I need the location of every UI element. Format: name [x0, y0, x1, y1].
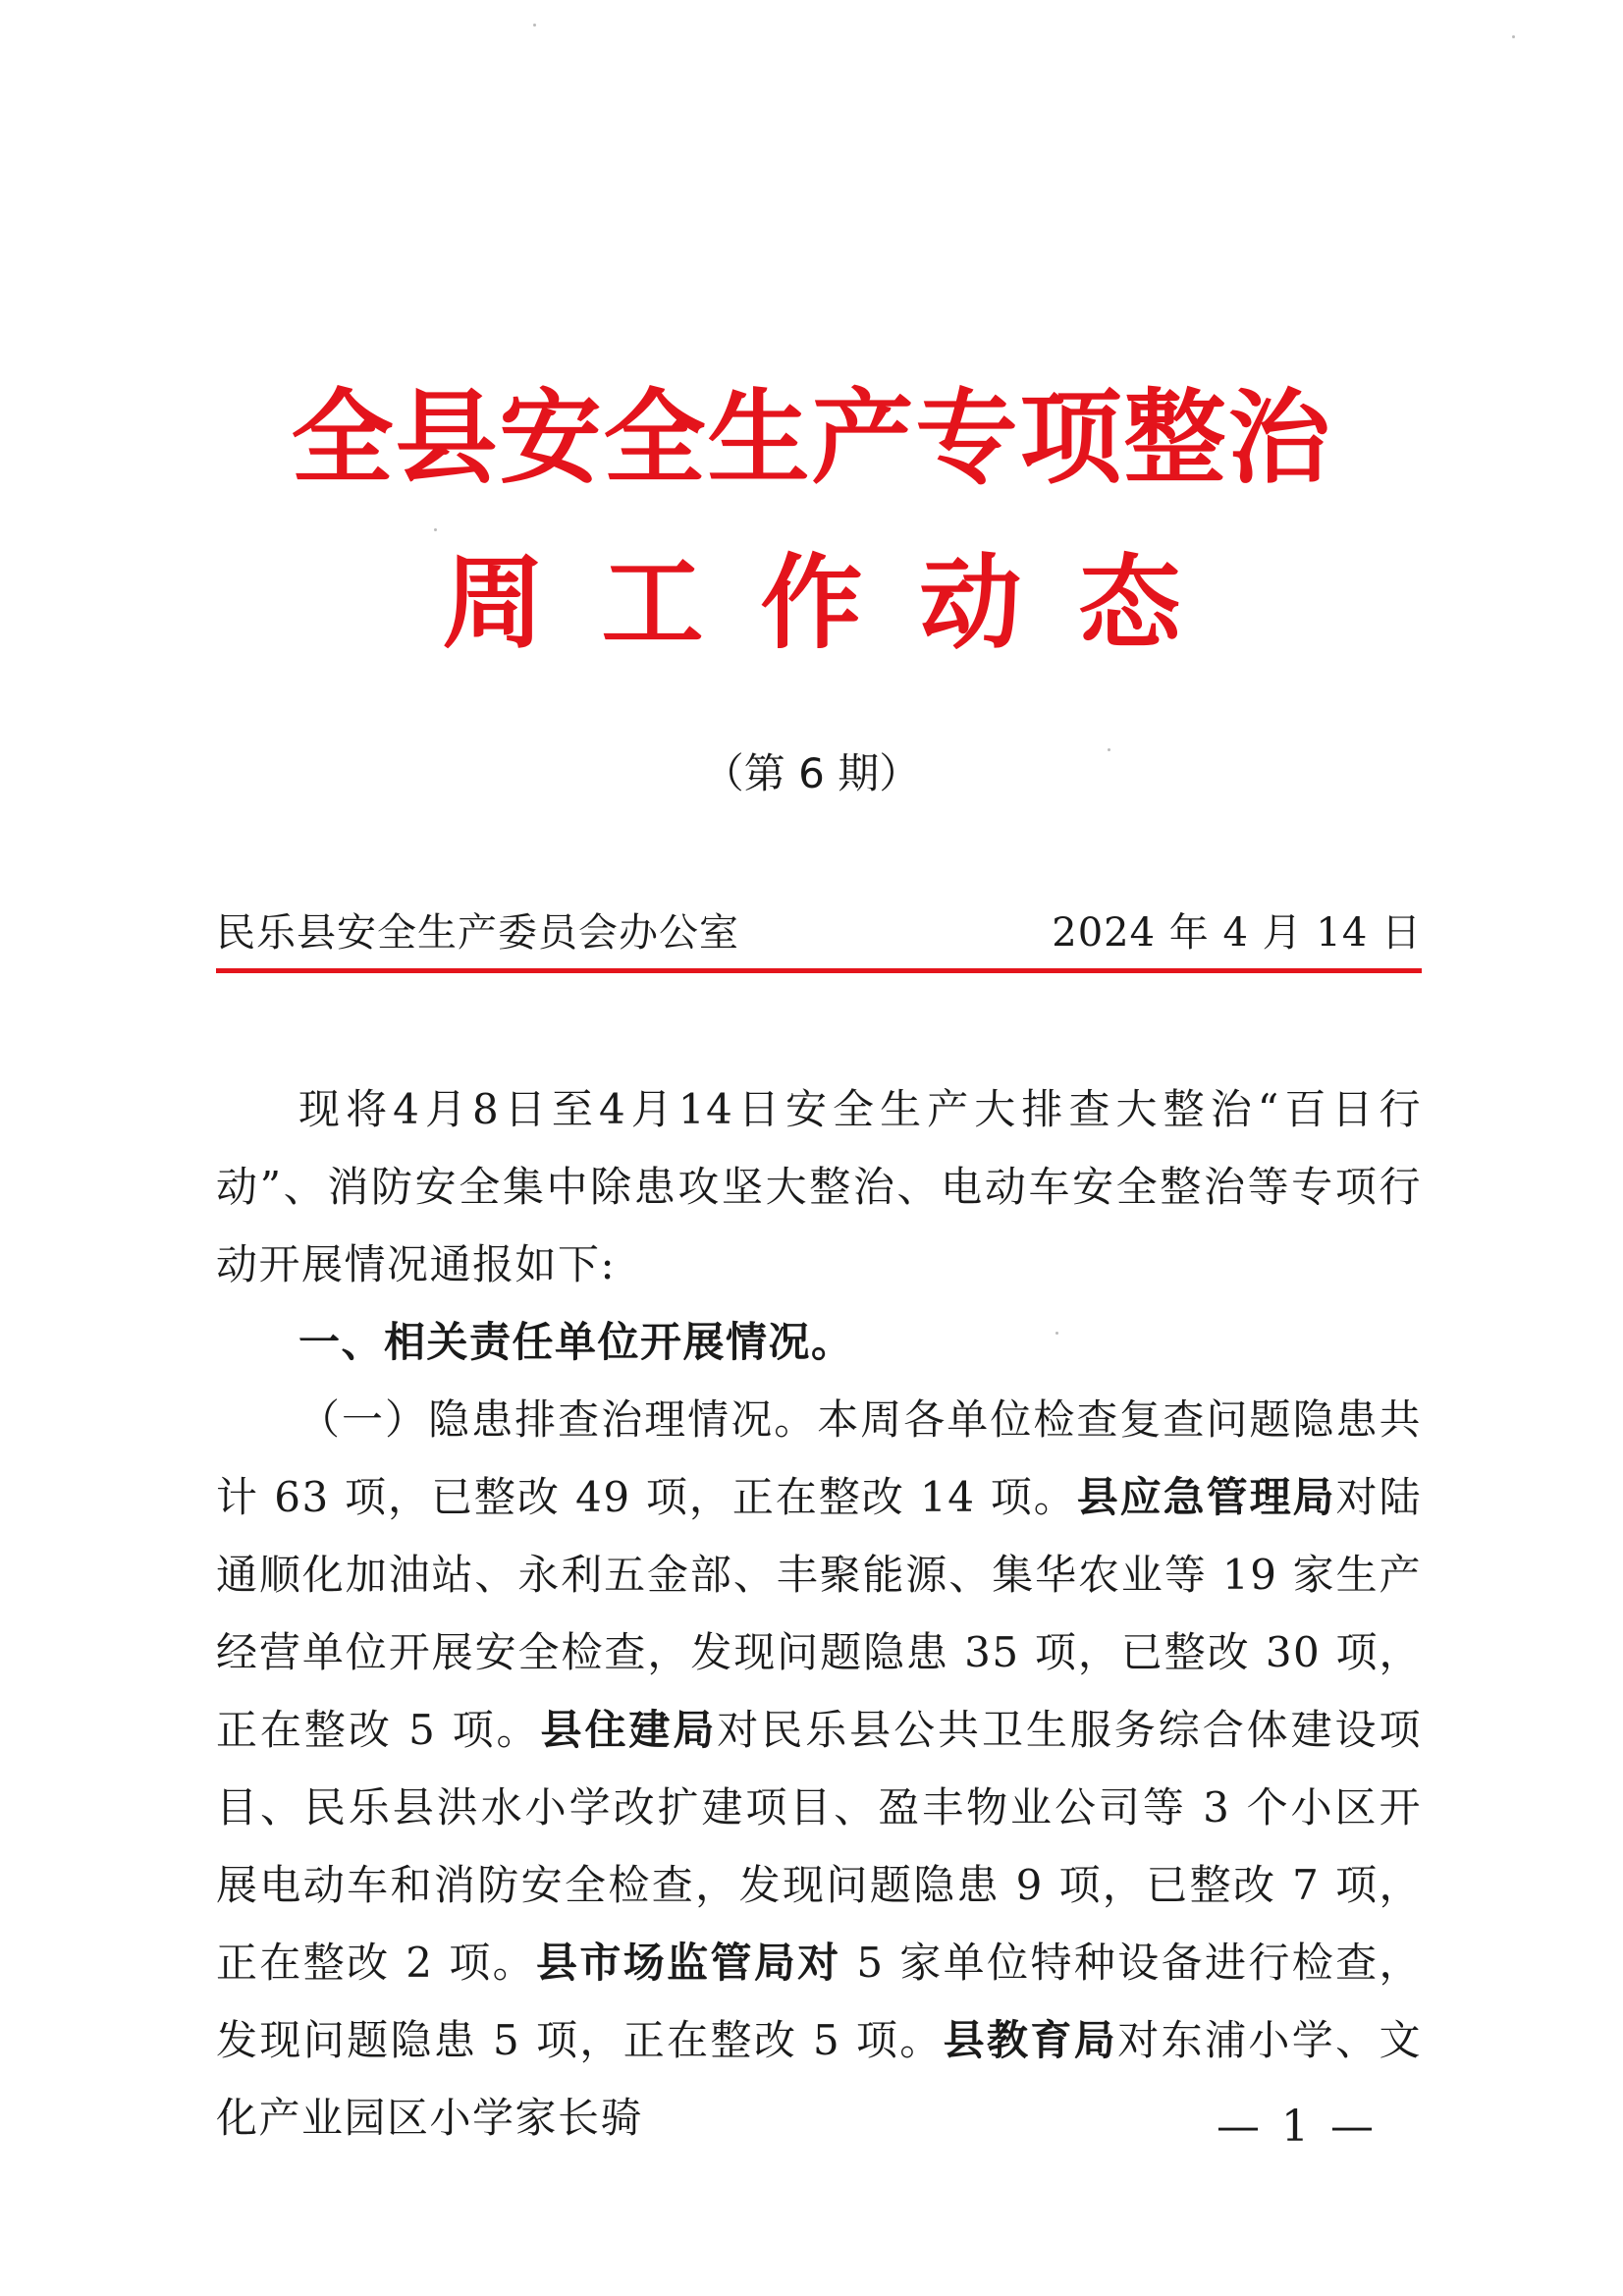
section-heading: 一、相关责任单位开展情况。	[298, 1318, 854, 1366]
paragraph-text: 对东浦小学、文化产业园区小学家长骑	[216, 2016, 1422, 2142]
paragraph-lead: （一）隐患排查治理情况。本周各单位检查复查问题隐患共计 63 项，已整改 49 项，正在整改 14 项。	[216, 1395, 1422, 1521]
paragraph-text: 5 家单位特种设备进行检查，发现问题隐患 5 项，正在整改 5 项。	[216, 1939, 1422, 2064]
red-separator-line	[216, 968, 1422, 973]
document-body	[216, 1070, 1422, 2157]
document-title-line1: 全县安全生产专项整治	[291, 378, 1332, 498]
scan-speck	[1512, 35, 1515, 38]
scan-speck	[533, 24, 536, 27]
issue-date: 2024 年 4 月 14 日	[1052, 910, 1422, 956]
org-emergency-bureau: 县应急管理局	[1076, 1473, 1336, 1521]
issuer-name: 民乐县安全生产委员会办公室	[216, 910, 739, 956]
hazard-paragraph	[216, 1381, 1422, 2157]
page-number: — 1 —	[1217, 2102, 1378, 2152]
paragraph-text: 对民乐县公共卫生服务综合体建设项目、民乐县洪水小学改扩建项目、盈丰物业公司等 3 个小区开展电动车和消防安全检查，发现问题隐患 9 项，已整改 7 项，正在整改 2 项。	[216, 1706, 1422, 1987]
org-education-bureau: 县教育局	[943, 2016, 1118, 2064]
document-title-line2: 周工作动态	[442, 543, 1238, 663]
org-market-bureau: 县市场监管局对	[535, 1939, 841, 1987]
intro-paragraph: 现将4月8日至4月14日安全生产大排查大整治“百日行动”、消防安全集中除患攻坚大整治、电动车安全整治等专项行动开展情况通报如下:	[216, 1085, 1422, 1288]
paragraph-text: 对陆通顺化加油站、永利五金部、丰聚能源、集华农业等 19 家生产经营单位开展安全检查，发现问题隐患 35 项，已整改 30 项，正在整改 5 项。	[216, 1473, 1422, 1754]
issue-number: （第 6 期）	[702, 749, 921, 797]
issuer-date-row	[216, 902, 1422, 957]
org-housing-bureau: 县住建局	[540, 1706, 718, 1754]
